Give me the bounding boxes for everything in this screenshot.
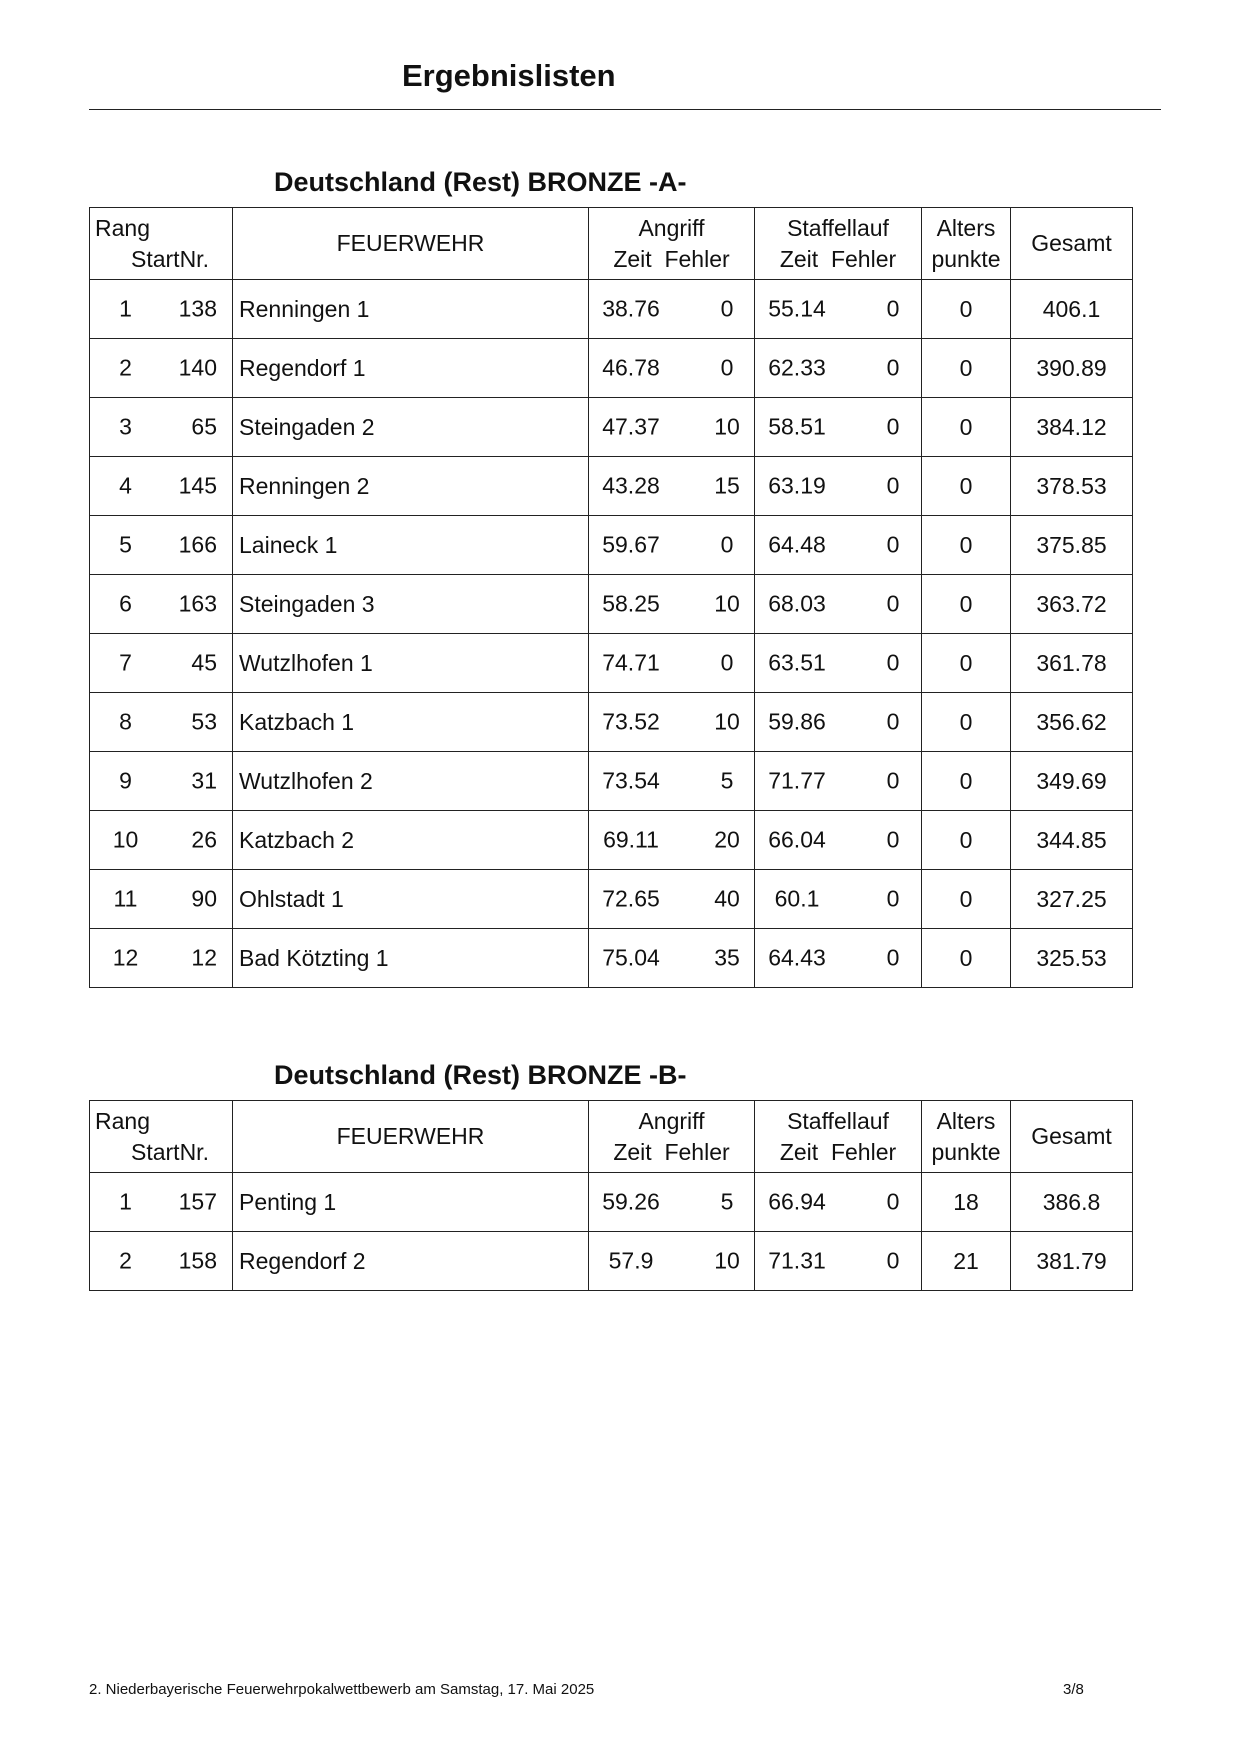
startnr-value: 166 <box>178 531 217 558</box>
table-row <box>90 1173 1133 1232</box>
gesamt-value: 349.69 <box>1011 752 1133 811</box>
alterspunkte-value: 0 <box>922 929 1011 988</box>
results-table-body <box>90 208 1133 988</box>
alterspunkte-value: 0 <box>922 752 1011 811</box>
header-angriff-zeit: Zeit <box>613 245 652 272</box>
staffellauf-cell <box>755 634 922 693</box>
staffel-zeit: 71.77 <box>768 767 826 794</box>
header-rang-startnr <box>90 1101 233 1173</box>
staffel-zeit: 64.43 <box>768 944 826 971</box>
feuerwehr-name: Ohlstadt 1 <box>233 870 589 929</box>
feuerwehr-name: Steingaden 3 <box>233 575 589 634</box>
header-rang: Rang <box>95 1107 150 1134</box>
angriff-cell <box>589 575 755 634</box>
header-angriff <box>589 208 755 280</box>
startnr-value: 145 <box>178 472 217 499</box>
startnr-value: 90 <box>191 885 217 912</box>
feuerwehr-name: Wutzlhofen 1 <box>233 634 589 693</box>
table-header-row <box>90 208 1133 280</box>
staffel-fehler: 0 <box>886 708 900 735</box>
staffellauf-cell <box>755 929 922 988</box>
header-punkte: punkte <box>931 1138 1001 1165</box>
angriff-cell <box>589 457 755 516</box>
angriff-zeit: 73.54 <box>602 767 660 794</box>
staffel-fehler: 0 <box>886 944 900 971</box>
header-angriff-fehler: Fehler <box>664 245 730 272</box>
table-row <box>90 693 1133 752</box>
header-alterspunkte <box>922 1101 1011 1173</box>
table-row <box>90 929 1133 988</box>
angriff-cell <box>589 516 755 575</box>
angriff-fehler: 10 <box>714 590 740 617</box>
staffel-fehler: 0 <box>886 472 900 499</box>
angriff-fehler: 10 <box>714 413 740 440</box>
alterspunkte-value: 0 <box>922 811 1011 870</box>
header-staffel-zeit: Zeit <box>779 1138 819 1165</box>
angriff-cell <box>589 929 755 988</box>
angriff-cell <box>589 870 755 929</box>
staffel-zeit: 71.31 <box>768 1247 826 1274</box>
feuerwehr-name: Katzbach 1 <box>233 693 589 752</box>
startnr-value: 138 <box>178 295 217 322</box>
angriff-cell <box>589 1173 755 1232</box>
rang-startnr-cell <box>90 811 233 870</box>
staffellauf-cell <box>755 339 922 398</box>
footer-event-text: 2. Niederbayerische Feuerwehrpokalwettbewerb am Samstag, 17. Mai 2025 <box>89 1681 595 1698</box>
feuerwehr-name: Wutzlhofen 2 <box>233 752 589 811</box>
header-punkte: punkte <box>931 245 1001 272</box>
staffellauf-cell <box>755 693 922 752</box>
gesamt-value: 361.78 <box>1011 634 1133 693</box>
results-table-b <box>89 1100 1133 1291</box>
startnr-value: 65 <box>191 413 217 440</box>
header-angriff-label: Angriff <box>638 1107 705 1134</box>
header-feuerwehr: FEUERWEHR <box>233 208 589 280</box>
page-title: Ergebnislisten <box>402 58 616 93</box>
table-row <box>90 457 1133 516</box>
rang-startnr-cell <box>90 457 233 516</box>
staffel-fehler: 0 <box>886 1188 900 1215</box>
rang-startnr-cell <box>90 1173 233 1232</box>
angriff-zeit: 38.76 <box>602 295 660 322</box>
feuerwehr-name: Regendorf 1 <box>233 339 589 398</box>
header-staffellauf <box>755 208 922 280</box>
staffel-fehler: 0 <box>886 1247 900 1274</box>
section-title-b: Deutschland (Rest) BRONZE -B- <box>274 1060 687 1090</box>
staffellauf-cell <box>755 870 922 929</box>
startnr-value: 140 <box>178 354 217 381</box>
header-gesamt: Gesamt <box>1011 1101 1133 1173</box>
header-angriff-fehler: Fehler <box>664 1138 730 1165</box>
gesamt-value: 390.89 <box>1011 339 1133 398</box>
angriff-fehler: 15 <box>714 472 740 499</box>
gesamt-value: 344.85 <box>1011 811 1133 870</box>
header-staffellauf-label: Staffellauf <box>787 214 889 241</box>
header-staffel-zeit: Zeit <box>779 245 819 272</box>
angriff-zeit: 59.67 <box>602 531 660 558</box>
alterspunkte-value: 0 <box>922 870 1011 929</box>
staffel-zeit: 66.04 <box>768 826 826 853</box>
alterspunkte-value: 0 <box>922 516 1011 575</box>
header-staffel-fehler: Fehler <box>830 245 897 272</box>
header-angriff <box>589 1101 755 1173</box>
rang-value: 7 <box>119 649 132 676</box>
table-row <box>90 634 1133 693</box>
staffel-zeit: 60.1 <box>774 885 820 912</box>
alterspunkte-value: 18 <box>922 1173 1011 1232</box>
staffellauf-cell <box>755 752 922 811</box>
staffel-zeit: 58.51 <box>768 413 826 440</box>
startnr-value: 53 <box>191 708 217 735</box>
feuerwehr-name: Steingaden 2 <box>233 398 589 457</box>
table-row <box>90 575 1133 634</box>
header-startnr: StartNr. <box>131 1138 209 1165</box>
header-angriff-zeit: Zeit <box>613 1138 652 1165</box>
feuerwehr-name: Penting 1 <box>233 1173 589 1232</box>
gesamt-value: 327.25 <box>1011 870 1133 929</box>
results-table-a <box>89 207 1133 988</box>
rang-value: 1 <box>119 295 132 322</box>
rang-startnr-cell <box>90 280 233 339</box>
staffel-zeit: 63.51 <box>768 649 826 676</box>
gesamt-value: 384.12 <box>1011 398 1133 457</box>
alterspunkte-value: 21 <box>922 1232 1011 1291</box>
table-row <box>90 811 1133 870</box>
section-title-a: Deutschland (Rest) BRONZE -A- <box>274 167 687 197</box>
gesamt-value: 363.72 <box>1011 575 1133 634</box>
rang-startnr-cell <box>90 752 233 811</box>
angriff-fehler: 0 <box>720 295 734 322</box>
footer-page-number: 3/8 <box>1063 1681 1084 1698</box>
rang-value: 1 <box>119 1188 132 1215</box>
gesamt-value: 356.62 <box>1011 693 1133 752</box>
table-row <box>90 339 1133 398</box>
startnr-value: 45 <box>191 649 217 676</box>
header-feuerwehr: FEUERWEHR <box>233 1101 589 1173</box>
rang-startnr-cell <box>90 693 233 752</box>
angriff-fehler: 10 <box>714 708 740 735</box>
gesamt-value: 378.53 <box>1011 457 1133 516</box>
staffel-fehler: 0 <box>886 826 900 853</box>
alterspunkte-value: 0 <box>922 634 1011 693</box>
angriff-fehler: 5 <box>720 767 734 794</box>
gesamt-value: 386.8 <box>1011 1173 1133 1232</box>
header-staffel-fehler: Fehler <box>830 1138 897 1165</box>
startnr-value: 12 <box>191 944 217 971</box>
rang-value: 12 <box>112 944 139 971</box>
staffellauf-cell <box>755 280 922 339</box>
feuerwehr-name: Bad Kötzting 1 <box>233 929 589 988</box>
staffel-zeit: 62.33 <box>768 354 826 381</box>
staffel-fehler: 0 <box>886 885 900 912</box>
table-row <box>90 398 1133 457</box>
rang-value: 4 <box>119 472 132 499</box>
table-row <box>90 870 1133 929</box>
angriff-fehler: 0 <box>720 531 734 558</box>
table-row <box>90 752 1133 811</box>
angriff-cell <box>589 811 755 870</box>
rang-value: 3 <box>119 413 132 440</box>
staffel-zeit: 55.14 <box>768 295 826 322</box>
staffel-zeit: 63.19 <box>768 472 826 499</box>
header-gesamt: Gesamt <box>1011 208 1133 280</box>
alterspunkte-value: 0 <box>922 280 1011 339</box>
feuerwehr-name: Katzbach 2 <box>233 811 589 870</box>
angriff-cell <box>589 634 755 693</box>
header-alters: Alters <box>936 214 996 241</box>
angriff-fehler: 40 <box>714 885 740 912</box>
rang-startnr-cell <box>90 870 233 929</box>
staffellauf-cell <box>755 811 922 870</box>
angriff-zeit: 74.71 <box>602 649 660 676</box>
gesamt-value: 325.53 <box>1011 929 1133 988</box>
staffel-fehler: 0 <box>886 295 900 322</box>
staffel-fehler: 0 <box>886 413 900 440</box>
header-rang: Rang <box>95 214 150 241</box>
staffel-fehler: 0 <box>886 531 900 558</box>
staffel-zeit: 68.03 <box>768 590 826 617</box>
angriff-cell <box>589 339 755 398</box>
rang-startnr-cell <box>90 575 233 634</box>
staffel-zeit: 64.48 <box>768 531 826 558</box>
rang-value: 2 <box>119 354 132 381</box>
angriff-zeit: 46.78 <box>602 354 660 381</box>
staffellauf-cell <box>755 516 922 575</box>
angriff-zeit: 73.52 <box>602 708 660 735</box>
staffellauf-cell <box>755 1232 922 1291</box>
gesamt-value: 406.1 <box>1011 280 1133 339</box>
angriff-zeit: 47.37 <box>602 413 660 440</box>
gesamt-value: 375.85 <box>1011 516 1133 575</box>
feuerwehr-name: Regendorf 2 <box>233 1232 589 1291</box>
startnr-value: 158 <box>178 1247 217 1274</box>
staffel-zeit: 66.94 <box>768 1188 826 1215</box>
alterspunkte-value: 0 <box>922 575 1011 634</box>
rang-value: 10 <box>112 826 139 853</box>
angriff-fehler: 10 <box>714 1247 740 1274</box>
staffellauf-cell <box>755 575 922 634</box>
table-header-row <box>90 1101 1133 1173</box>
staffel-fehler: 0 <box>886 649 900 676</box>
rang-startnr-cell <box>90 929 233 988</box>
header-alterspunkte <box>922 208 1011 280</box>
angriff-fehler: 20 <box>714 826 740 853</box>
angriff-zeit: 57.9 <box>608 1247 654 1274</box>
feuerwehr-name: Renningen 2 <box>233 457 589 516</box>
header-staffellauf-label: Staffellauf <box>787 1107 889 1134</box>
angriff-zeit: 58.25 <box>602 590 660 617</box>
rang-startnr-cell <box>90 398 233 457</box>
rang-startnr-cell <box>90 634 233 693</box>
startnr-value: 26 <box>191 826 217 853</box>
rang-startnr-cell <box>90 1232 233 1291</box>
startnr-value: 31 <box>191 767 217 794</box>
angriff-cell <box>589 1232 755 1291</box>
staffel-fehler: 0 <box>886 767 900 794</box>
angriff-fehler: 0 <box>720 649 734 676</box>
staffellauf-cell <box>755 1173 922 1232</box>
staffel-fehler: 0 <box>886 590 900 617</box>
table-row <box>90 1232 1133 1291</box>
angriff-cell <box>589 693 755 752</box>
angriff-zeit: 69.11 <box>603 826 659 853</box>
angriff-zeit: 75.04 <box>602 944 660 971</box>
staffellauf-cell <box>755 398 922 457</box>
table-row <box>90 516 1133 575</box>
header-angriff-label: Angriff <box>638 214 705 241</box>
angriff-zeit: 72.65 <box>602 885 660 912</box>
alterspunkte-value: 0 <box>922 398 1011 457</box>
feuerwehr-name: Renningen 1 <box>233 280 589 339</box>
alterspunkte-value: 0 <box>922 339 1011 398</box>
alterspunkte-value: 0 <box>922 457 1011 516</box>
rang-startnr-cell <box>90 516 233 575</box>
rang-value: 6 <box>119 590 132 617</box>
rang-value: 2 <box>119 1247 132 1274</box>
table-row <box>90 280 1133 339</box>
rang-value: 9 <box>119 767 132 794</box>
startnr-value: 157 <box>178 1188 217 1215</box>
angriff-zeit: 43.28 <box>602 472 660 499</box>
angriff-cell <box>589 752 755 811</box>
staffellauf-cell <box>755 457 922 516</box>
header-staffellauf <box>755 1101 922 1173</box>
staffel-fehler: 0 <box>886 354 900 381</box>
rang-value: 11 <box>113 885 138 912</box>
rang-startnr-cell <box>90 339 233 398</box>
angriff-cell <box>589 280 755 339</box>
title-divider <box>89 109 1161 110</box>
rang-value: 5 <box>119 531 132 558</box>
header-rang-startnr <box>90 208 233 280</box>
angriff-cell <box>589 398 755 457</box>
feuerwehr-name: Laineck 1 <box>233 516 589 575</box>
angriff-fehler: 5 <box>720 1188 734 1215</box>
results-table-body <box>90 1101 1133 1291</box>
alterspunkte-value: 0 <box>922 693 1011 752</box>
gesamt-value: 381.79 <box>1011 1232 1133 1291</box>
angriff-fehler: 35 <box>714 944 740 971</box>
rang-value: 8 <box>119 708 132 735</box>
startnr-value: 163 <box>178 590 217 617</box>
header-startnr: StartNr. <box>131 245 209 272</box>
header-alters: Alters <box>936 1107 996 1134</box>
staffel-zeit: 59.86 <box>768 708 826 735</box>
angriff-zeit: 59.26 <box>602 1188 660 1215</box>
angriff-fehler: 0 <box>720 354 734 381</box>
